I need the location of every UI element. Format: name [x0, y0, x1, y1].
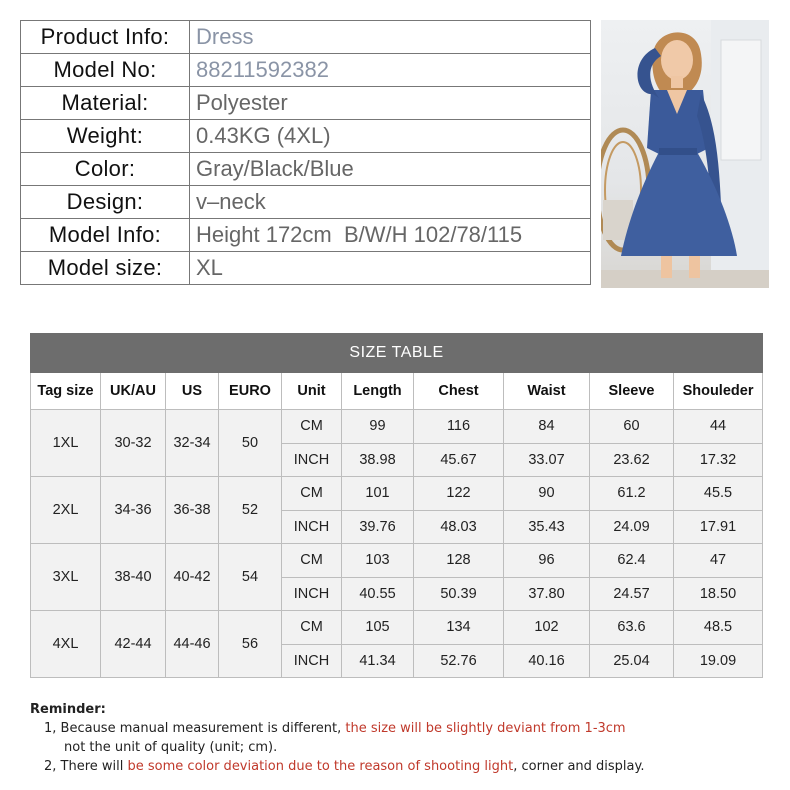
- info-value: v–neck: [190, 186, 591, 219]
- unit-cell: CM: [282, 477, 342, 511]
- info-label: Weight:: [21, 120, 190, 153]
- length-cell: 101: [342, 477, 414, 511]
- unit-cell: INCH: [282, 443, 342, 477]
- info-value: Height 172cm B/W/H 102/78/115: [190, 219, 591, 252]
- euro-cell: 54: [219, 544, 282, 611]
- reminder-line-2: [30, 757, 770, 776]
- chest-cell: 52.76: [414, 644, 504, 678]
- us-cell: 32-34: [166, 410, 219, 477]
- info-label: Model Info:: [21, 219, 190, 252]
- info-value: Gray/Black/Blue: [190, 153, 591, 186]
- chest-cell: 122: [414, 477, 504, 511]
- size-table-body: [31, 410, 763, 678]
- waist-cell: 102: [504, 611, 590, 645]
- info-value: 0.43KG (4XL): [190, 120, 591, 153]
- info-value: Polyester: [190, 87, 591, 120]
- info-row-design: [21, 186, 591, 219]
- info-row-weight: [21, 120, 591, 153]
- info-row-model-info: [21, 219, 591, 252]
- uk-au-cell: 30-32: [101, 410, 166, 477]
- reminder-line-1-continuation: not the unit of quality (unit; cm).: [64, 740, 278, 755]
- info-value: 88211592382: [190, 54, 591, 87]
- waist-cell: 35.43: [504, 510, 590, 544]
- uk-au-cell: 34-36: [101, 477, 166, 544]
- euro-cell: 52: [219, 477, 282, 544]
- header-shoulder: Shouleder: [674, 373, 763, 410]
- chest-cell: 134: [414, 611, 504, 645]
- info-label: Material:: [21, 87, 190, 120]
- info-value: Dress: [190, 21, 591, 54]
- sleeve-cell: 63.6: [590, 611, 674, 645]
- sleeve-cell: 24.57: [590, 577, 674, 611]
- size-table-title: SIZE TABLE: [31, 334, 763, 373]
- tag-size-cell: 4XL: [31, 611, 101, 678]
- uk-au-cell: 42-44: [101, 611, 166, 678]
- sleeve-cell: 25.04: [590, 644, 674, 678]
- info-label: Model No:: [21, 54, 190, 87]
- info-label: Product Info:: [21, 21, 190, 54]
- chest-cell: 128: [414, 544, 504, 578]
- info-row-model-size: [21, 252, 591, 285]
- waist-cell: 84: [504, 410, 590, 444]
- shoulder-cell: 17.32: [674, 443, 763, 477]
- us-cell: 36-38: [166, 477, 219, 544]
- euro-cell: 50: [219, 410, 282, 477]
- length-cell: 41.34: [342, 644, 414, 678]
- waist-cell: 33.07: [504, 443, 590, 477]
- sleeve-cell: 62.4: [590, 544, 674, 578]
- tag-size-cell: 2XL: [31, 477, 101, 544]
- reminder-title: Reminder:: [30, 702, 106, 717]
- reminder-line-2-suffix: , corner and display.: [513, 759, 645, 774]
- header-tag-size: Tag size: [31, 373, 101, 410]
- length-cell: 103: [342, 544, 414, 578]
- sleeve-cell: 60: [590, 410, 674, 444]
- size-table: [30, 333, 763, 678]
- table-row: [31, 410, 763, 444]
- size-table-banner-row: [31, 334, 763, 373]
- product-info-table: [20, 20, 591, 285]
- unit-cell: CM: [282, 611, 342, 645]
- header-waist: Waist: [504, 373, 590, 410]
- length-cell: 105: [342, 611, 414, 645]
- shoulder-cell: 19.09: [674, 644, 763, 678]
- reminder-section: [30, 700, 770, 776]
- unit-cell: CM: [282, 544, 342, 578]
- model-photo: [601, 20, 769, 288]
- length-cell: 38.98: [342, 443, 414, 477]
- reminder-line-2-prefix: 2, There will: [44, 759, 128, 774]
- header-unit: Unit: [282, 373, 342, 410]
- header-us: US: [166, 373, 219, 410]
- header-chest: Chest: [414, 373, 504, 410]
- unit-cell: INCH: [282, 577, 342, 611]
- info-row-product: [21, 21, 591, 54]
- sleeve-cell: 61.2: [590, 477, 674, 511]
- shoulder-cell: 47: [674, 544, 763, 578]
- chest-cell: 45.67: [414, 443, 504, 477]
- info-value: XL: [190, 252, 591, 285]
- chest-cell: 116: [414, 410, 504, 444]
- uk-au-cell: 38-40: [101, 544, 166, 611]
- model-illustration: [601, 20, 769, 288]
- header-length: Length: [342, 373, 414, 410]
- reminder-line-1: [30, 719, 770, 738]
- shoulder-cell: 17.91: [674, 510, 763, 544]
- unit-cell: CM: [282, 410, 342, 444]
- reminder-line-2-highlight: be some color deviation due to the reason of shooting light: [127, 759, 514, 774]
- shoulder-cell: 18.50: [674, 577, 763, 611]
- header-uk-au: UK/AU: [101, 373, 166, 410]
- tag-size-cell: 3XL: [31, 544, 101, 611]
- reminder-line-1-highlight: the size will be slightly deviant from 1-3cm: [345, 721, 626, 736]
- table-row: [31, 477, 763, 511]
- info-label: Model size:: [21, 252, 190, 285]
- size-table-header-row: [31, 373, 763, 410]
- info-label: Color:: [21, 153, 190, 186]
- tag-size-cell: 1XL: [31, 410, 101, 477]
- header-sleeve: Sleeve: [590, 373, 674, 410]
- size-table-head: [31, 334, 763, 410]
- waist-cell: 40.16: [504, 644, 590, 678]
- reminder-line-1-prefix: 1, Because manual measurement is different,: [44, 721, 346, 736]
- table-row: [31, 544, 763, 578]
- shoulder-cell: 44: [674, 410, 763, 444]
- chest-cell: 50.39: [414, 577, 504, 611]
- us-cell: 40-42: [166, 544, 219, 611]
- shoulder-cell: 48.5: [674, 611, 763, 645]
- info-label: Design:: [21, 186, 190, 219]
- euro-cell: 56: [219, 611, 282, 678]
- table-row: [31, 611, 763, 645]
- length-cell: 40.55: [342, 577, 414, 611]
- header-euro: EURO: [219, 373, 282, 410]
- shoulder-cell: 45.5: [674, 477, 763, 511]
- length-cell: 99: [342, 410, 414, 444]
- unit-cell: INCH: [282, 510, 342, 544]
- sleeve-cell: 24.09: [590, 510, 674, 544]
- us-cell: 44-46: [166, 611, 219, 678]
- info-row-material: [21, 87, 591, 120]
- info-row-color: [21, 153, 591, 186]
- info-row-model-no: [21, 54, 591, 87]
- product-info-body: [21, 21, 591, 285]
- unit-cell: INCH: [282, 644, 342, 678]
- waist-cell: 37.80: [504, 577, 590, 611]
- sleeve-cell: 23.62: [590, 443, 674, 477]
- chest-cell: 48.03: [414, 510, 504, 544]
- waist-cell: 90: [504, 477, 590, 511]
- length-cell: 39.76: [342, 510, 414, 544]
- waist-cell: 96: [504, 544, 590, 578]
